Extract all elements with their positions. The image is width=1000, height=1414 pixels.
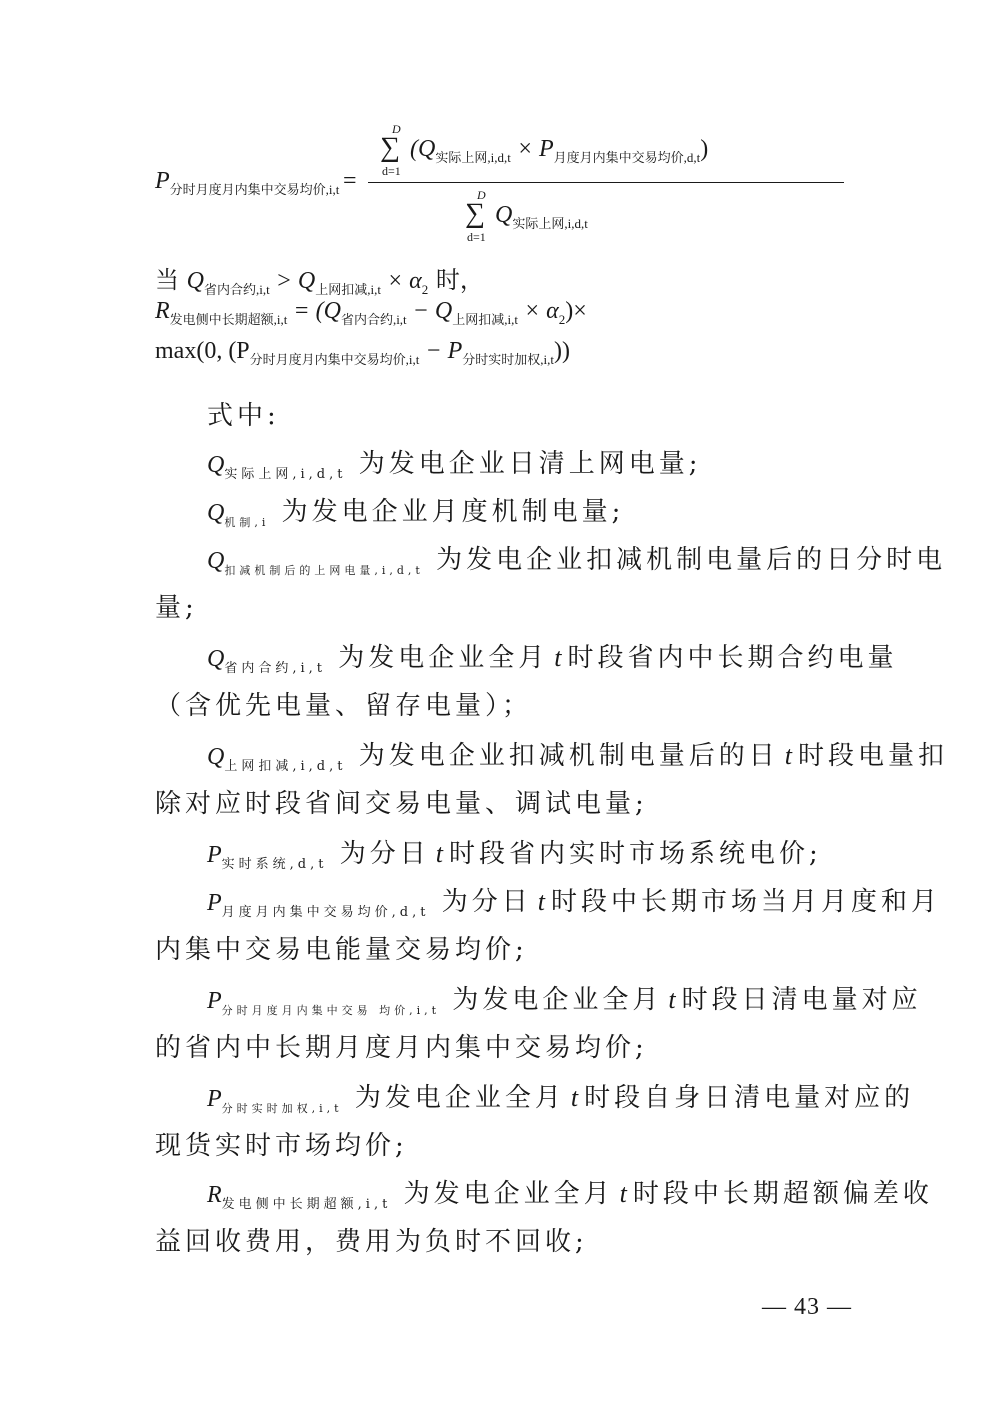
definition-p-monthly-centralized-cont: 内集中交易电能量交易均价;	[155, 935, 528, 965]
formula1-lhs	[155, 168, 339, 195]
definition-q-after-deduction-cont: 量;	[155, 593, 198, 623]
formula1-lhs-symbol: P	[155, 168, 170, 194]
definition-p-timeshare-monthly: $P_{分时月度月内集中交易 均价,i,t}$ 为发电企业全月 t 时段日清电量对应	[207, 985, 922, 1017]
formula1-denominator	[465, 186, 765, 246]
formula1-lhs-sub: 分时月度月内集中交易均价,i,t	[169, 182, 340, 197]
definition-q-after-deduction: $Q_{扣减机制后的上网电量,i,d,t}$ 为发电企业扣减机制电量后的日分时电	[207, 545, 947, 577]
numerator-sum-lower: d=1	[382, 164, 401, 178]
definition-p-realtime-system: $P_{实时系统,d,t}$ 为分日 t 时段省内实时市场系统电价;	[207, 839, 822, 872]
definition-p-realtime-weighted-cont: 现货实时市场均价;	[155, 1131, 408, 1161]
definition-p-realtime-weighted: $P_{分时实时加权,i,t}$ 为发电企业全月 t 时段自身日清电量对应的	[207, 1083, 915, 1115]
definition-q-provincial-contract: $Q_{省内合约,i,t}$ 为发电企业全月 t 时段省内中长期合约电量	[207, 643, 898, 676]
formula2-max-term: max(0, $(P_{分时月度月内集中交易均价,i,t} - P_{分时实时加权,i,t})$)	[155, 338, 570, 367]
numerator-sigma: ∑	[380, 132, 400, 163]
definition-p-monthly-centralized: $P_{月度月内集中交易均价,d,t}$ 为分日 t 时段中长期市场当月月度和月	[207, 887, 941, 920]
definition-q-actual: $Q_{实际上网,i,d,t}$ 为发电企业日清上网电量;	[207, 449, 702, 482]
definition-q-grid-deduction: $Q_{上网扣减,i,d,t}$ 为发电企业扣减机制电量后的日 t 时段电量扣	[207, 741, 948, 774]
definition-r-excess-cont: 益回收费用，费用为负时不回收;	[155, 1227, 588, 1257]
fraction-bar	[368, 182, 844, 183]
definition-q-mechanism: $Q_{机制,i}$ 为发电企业月度机制电量;	[207, 497, 625, 529]
numerator-expression: $(Q_{实际上网,i,d,t} \times P_{月度月内集中交易均价,d,t})$	[410, 136, 709, 165]
definition-p-timeshare-monthly-cont: 的省内中长期月度月内集中交易均价;	[155, 1033, 648, 1063]
denominator-sum-lower: d=1	[467, 230, 486, 244]
where-heading: 式中:	[207, 401, 280, 431]
formula1-numerator	[380, 120, 840, 180]
formula1-equals: =	[343, 168, 357, 194]
denominator-expression: $Q_{实际上网,i,d,t}$	[495, 202, 588, 231]
denominator-sum-upper: D	[477, 188, 486, 202]
definition-q-provincial-contract-cont: （含优先电量、留存电量）；	[155, 691, 533, 721]
definition-q-grid-deduction-cont: 除对应时段省间交易电量、调试电量;	[155, 789, 648, 819]
formula-average-price	[155, 120, 715, 250]
definition-r-excess: $R_{发电侧中长期超额,i,t}$ 为发电企业全月 t 时段中长期超额偏差收	[207, 1179, 933, 1212]
denominator-sigma: ∑	[465, 198, 485, 229]
formula2-condition: 当 $Q_{省内合约,i,t} > Q_{上网扣减,i,t} \times \alpha_2$ 时，	[155, 266, 484, 297]
numerator-sum-upper: D	[392, 122, 401, 136]
formula-excess-revenue	[155, 260, 715, 380]
page-number: — 43 —	[762, 1294, 852, 1320]
formula2-r-definition: $R_{发电侧中长期超额,i,t} = (Q_{省内合约,i,t} - Q_{上网扣减,i,t} \times \alpha_2)\times$	[155, 298, 587, 327]
